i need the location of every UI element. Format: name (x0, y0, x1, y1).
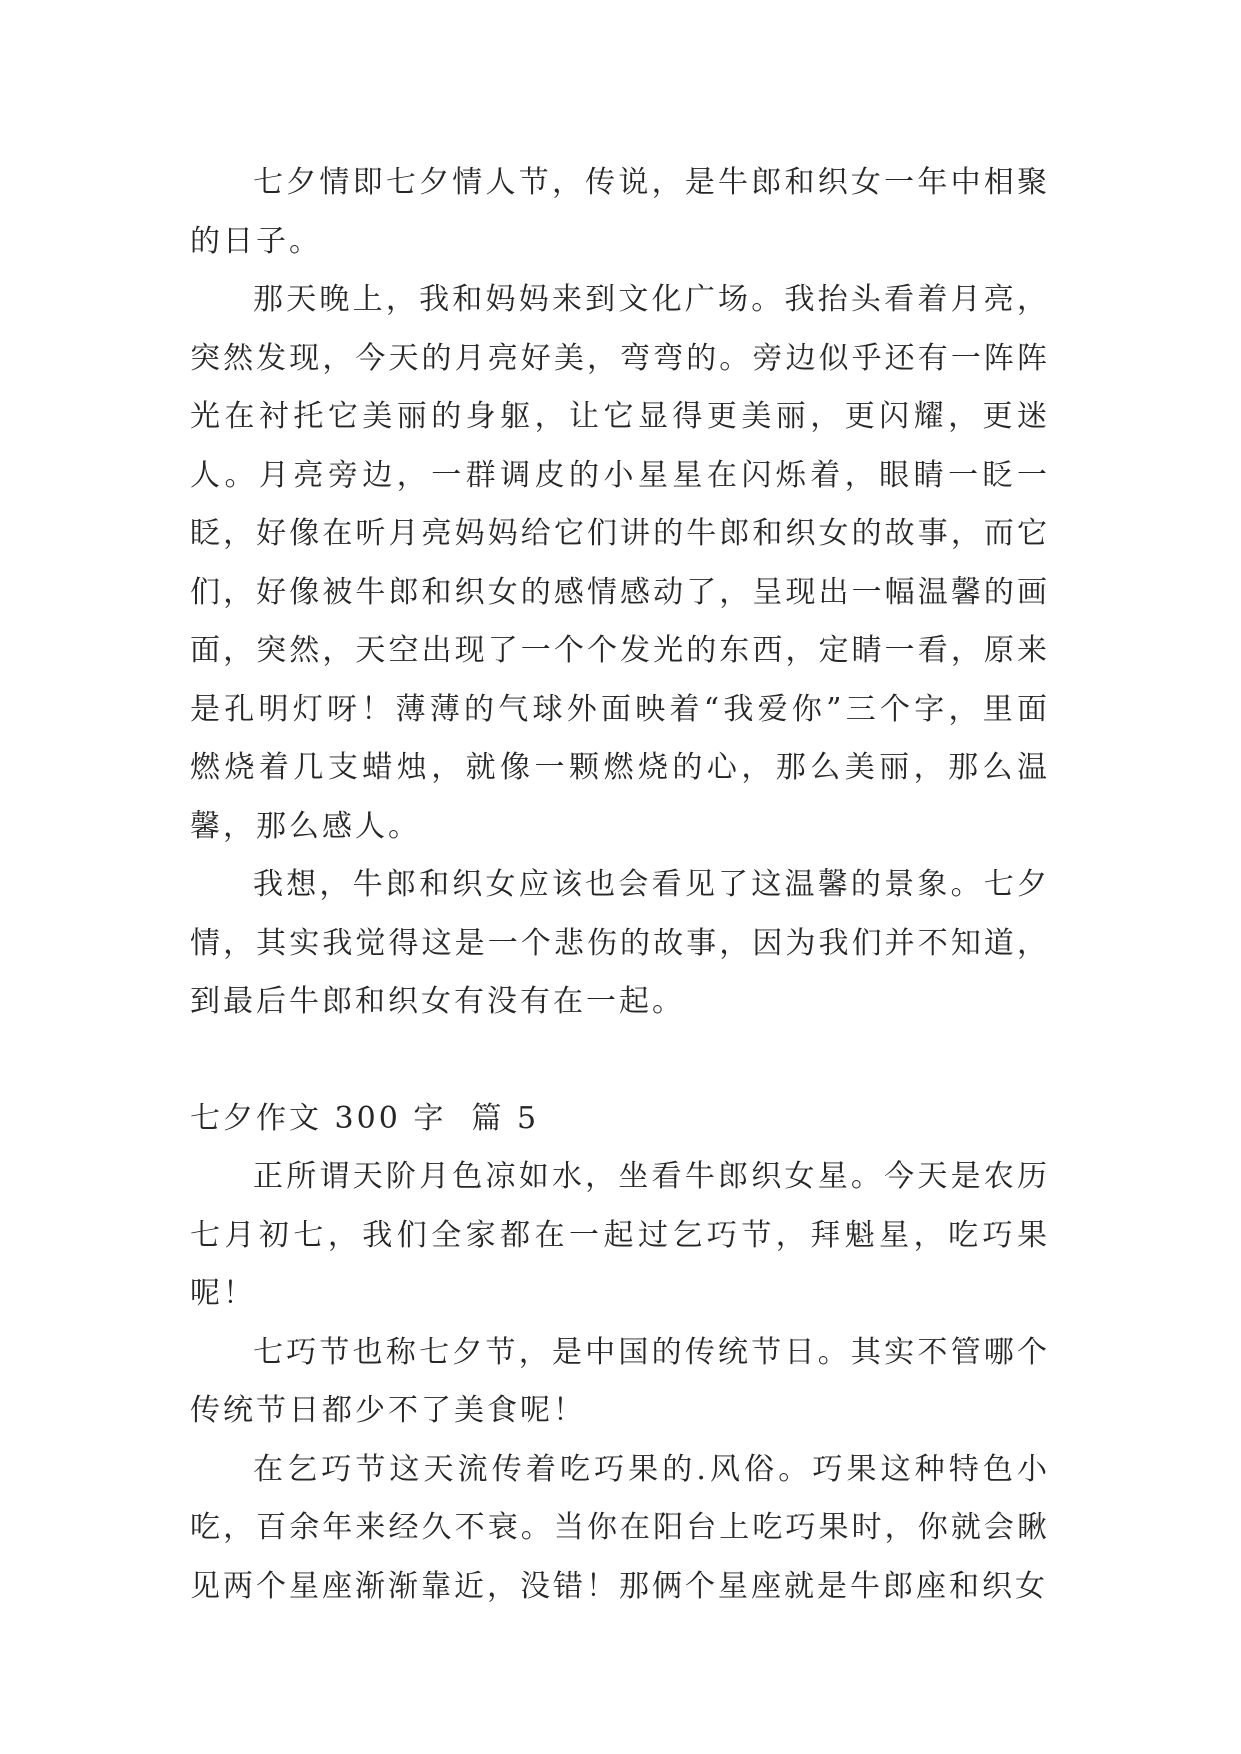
paragraph-2: 那天晚上，我和妈妈来到文化广场。我抬头看着月亮，突然发现，今天的月亮好美，弯弯的。旁边似乎还有一阵阵光在衬托它美丽的身躯，让它显得更美丽，更闪耀，更迷人。月亮旁边，一群调皮的小星星在闪烁着，眼睛一眨一眨，好像在听月亮妈妈给它们讲的牛郎和织女的故事，而它们，好像被牛郎和织女的感情感动了，呈现出一幅温馨的画面，突然，天空出现了一个个发光的东西，定睛一看，原来是孔明灯呀！薄薄的气球外面映着“我爱你”三个字，里面燃烧着几支蜡烛，就像一颗燃烧的心，那么美丽，那么温馨，那么感人。 (190, 282, 1050, 844)
paragraph-1: 七夕情即七夕情人节，传说，是牛郎和织女一年中相聚的日子。 (190, 165, 1050, 259)
paragraph-3: 我想，牛郎和织女应该也会看见了这温馨的景象。七夕情，其实我觉得这是一个悲伤的故事，因为我们并不知道，到最后牛郎和织女有没有在一起。 (190, 867, 1050, 1019)
section-heading: 七夕作文 300 字 篇 5 (190, 1100, 540, 1136)
paragraph-5: 七巧节也称七夕节，是中国的传统节日。其实不管哪个传统节日都少不了美食呢！ (190, 1334, 1050, 1428)
paragraph-6: 在乞巧节这天流传着吃巧果的.风俗。巧果这种特色小吃，百余年来经久不衰。当你在阳台上吃巧果时，你就会瞅见两个星座渐渐靠近，没错！那俩个星座就是牛郎座和织女 (190, 1451, 1050, 1604)
document-page (190, 154, 1050, 1616)
paragraph-4: 正所谓天阶月色凉如水，坐看牛郎织女星。今天是农历七月初七，我们全家都在一起过乞巧节，拜魁星，吃巧果呢！ (190, 1159, 1050, 1311)
